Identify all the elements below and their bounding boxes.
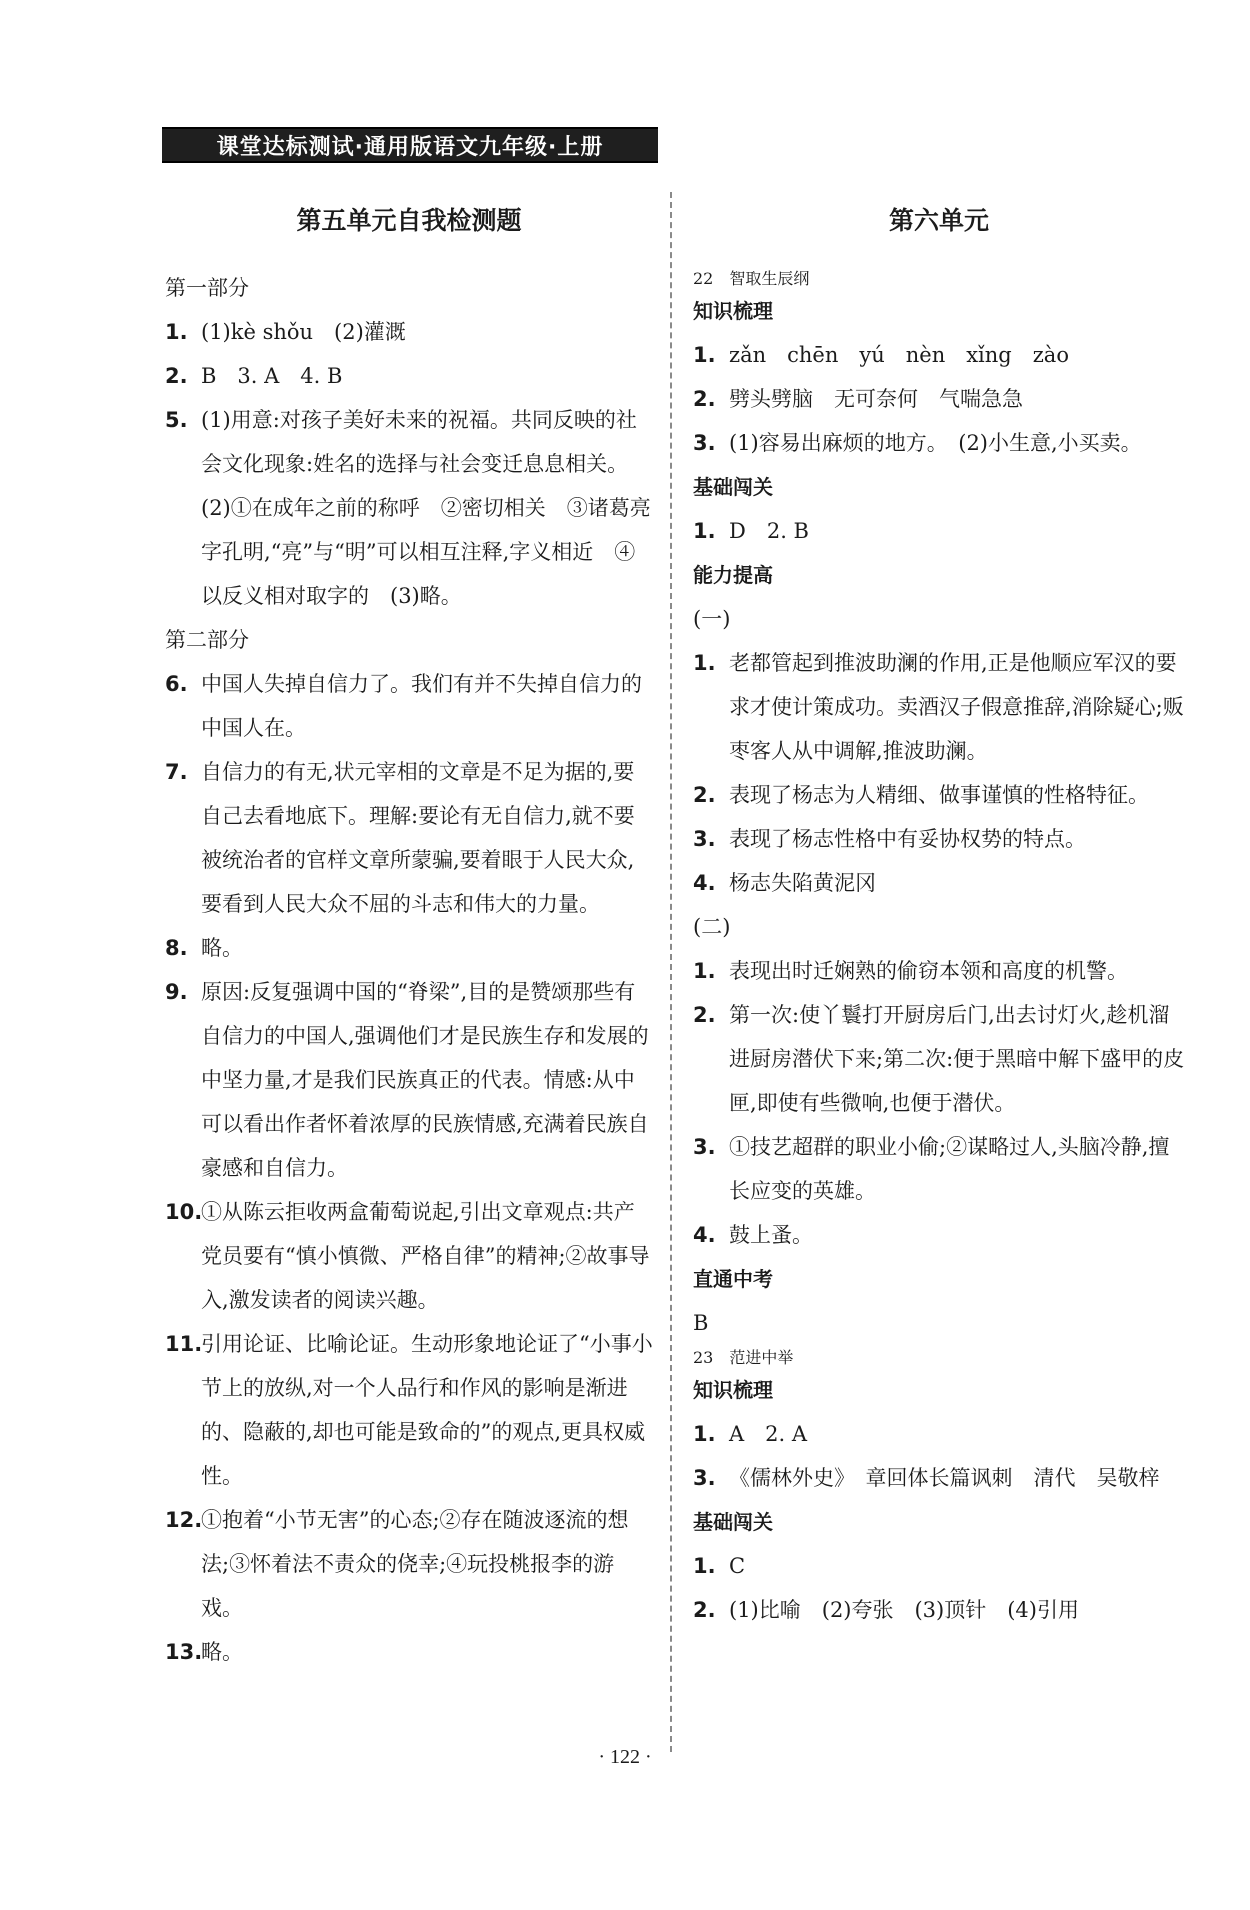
answer-number: 2. <box>693 1003 716 1027</box>
answer-number: 1. <box>693 959 716 983</box>
answer-text: B 3. A 4. B <box>201 364 343 388</box>
answer-text: 自信力的有无,状元宰相的文章是不足为据的,要自己去看地底下。理解:要论有无自信力,就不要被统治者的官样文章所蒙骗,要着眼于人民大众,要看到人民大众不屈的斗志和伟大的力量。 <box>201 760 635 916</box>
answer-item <box>693 509 1185 553</box>
answer-number: 9. <box>165 980 188 1004</box>
section-heading: 基础闯关 <box>693 1510 773 1534</box>
answer-number: 4. <box>693 871 716 895</box>
answer-item <box>693 993 1185 1125</box>
header-band <box>162 127 658 163</box>
answer-number: 7. <box>165 760 188 784</box>
answer-text: D 2. B <box>729 519 809 543</box>
answer-text: 《儒林外史》 章回体长篇讽刺 清代 吴敬梓 <box>729 1466 1160 1490</box>
answer-text: C <box>729 1554 746 1578</box>
answer-text: 表现了杨志为人精细、做事谨慎的性格特征。 <box>729 783 1149 807</box>
plain-line: (一) <box>693 607 731 631</box>
answer-text: 劈头劈脑 无可奈何 气喘急急 <box>729 387 1023 411</box>
unit-six-title: 第六单元 <box>888 206 989 235</box>
plain-line: (二) <box>693 915 731 939</box>
plain-line: B <box>693 1311 709 1335</box>
answer-number: 11. <box>165 1332 203 1356</box>
answer-number: 1. <box>693 343 716 367</box>
answer-item <box>165 970 653 1190</box>
answer-text: zǎn chēn yú nèn xǐng zào <box>729 343 1069 367</box>
answer-item <box>693 949 1185 993</box>
answer-item <box>165 1322 653 1498</box>
answer-item <box>693 421 1185 465</box>
left-column <box>165 190 653 1674</box>
answer-item <box>693 1412 1185 1456</box>
answer-number: 3. <box>693 1466 716 1490</box>
answer-item <box>693 1588 1185 1632</box>
answer-number: 2. <box>165 364 188 388</box>
answer-number: 3. <box>693 827 716 851</box>
answer-number: 12. <box>165 1508 203 1532</box>
right-answers <box>693 266 1185 1632</box>
answer-item <box>693 1125 1185 1213</box>
unit-five-title: 第五单元自我检测题 <box>296 206 522 235</box>
answer-item <box>693 861 1185 905</box>
answer-text: 第一次:使丫鬟打开厨房后门,出去讨灯火,趁机溜进厨房潜伏下来;第二次:便于黑暗中解下盛甲的皮匣,即使有些微响,也便于潜伏。 <box>729 1003 1185 1115</box>
section-heading: 基础闯关 <box>693 475 773 499</box>
answer-text: 杨志失陷黄泥冈 <box>729 871 876 895</box>
answer-number: 13. <box>165 1640 203 1664</box>
answer-text: ①从陈云拒收两盒葡萄说起,引出文章观点:共产党员要有“慎小慎微、严格自律”的精神;②故事导入,激发读者的阅读兴趣。 <box>201 1200 650 1312</box>
answer-item <box>165 750 653 926</box>
section-heading: 知识梳理 <box>693 299 773 323</box>
answer-text: (1)比喻 (2)夸张 (3)顶针 (4)引用 <box>729 1598 1079 1622</box>
answer-text: ①技艺超群的职业小偷;②谋略过人,头脑冷静,擅长应变的英雄。 <box>729 1135 1170 1203</box>
answer-item <box>693 1544 1185 1588</box>
answer-text: 表现了杨志性格中有妥协权势的特点。 <box>729 827 1086 851</box>
answer-text: ①抱着“小节无害”的心态;②存在随波逐流的想法;③怀着法不责众的侥幸;④玩投桃报李的游戏。 <box>201 1508 629 1620</box>
answer-number: 2. <box>693 1598 716 1622</box>
section-heading: 知识梳理 <box>693 1378 773 1402</box>
answer-number: 8. <box>165 936 188 960</box>
answer-item <box>165 1190 653 1322</box>
answer-number: 4. <box>693 1223 716 1247</box>
lesson-title: 23 范进中举 <box>693 1348 794 1367</box>
answer-text: (1)用意:对孩子美好未来的祝福。共同反映的社会文化现象:姓名的选择与社会变迁息息相关。 (2)①在成年之前的称呼 ②密切相关 ③诸葛亮字孔明,“亮”与“明”可以相互注释,字义相近 ④以反义相对取字的 (3)略。 <box>201 408 651 608</box>
answer-item <box>693 1456 1185 1500</box>
lesson-title: 22 智取生辰纲 <box>693 269 810 288</box>
left-answers <box>165 266 653 1674</box>
right-column <box>693 190 1185 1632</box>
answer-item <box>165 310 653 354</box>
page-number: · 122 · <box>598 1746 652 1768</box>
answer-text: (1)kè shǒu (2)灌溉 <box>201 320 406 344</box>
answer-number: 10. <box>165 1200 203 1224</box>
answer-text: 表现出时迁娴熟的偷窃本领和高度的机警。 <box>729 959 1128 983</box>
answer-item <box>693 773 1185 817</box>
answer-text: 引用论证、比喻论证。生动形象地论证了“小事小节上的放纵,对一个人品行和作风的影响是渐进的、隐蔽的,却也可能是致命的”的观点,更具权威性。 <box>201 1332 653 1488</box>
answer-item <box>693 641 1185 773</box>
answer-number: 3. <box>693 1135 716 1159</box>
answer-text: 鼓上蚤。 <box>729 1223 813 1247</box>
part-heading: 第二部分 <box>165 628 249 652</box>
answer-text: 原因:反复强调中国的“脊梁”,目的是赞颂那些有自信力的中国人,强调他们才是民族生存和发展的中坚力量,才是我们民族真正的代表。情感:从中可以看出作者怀着浓厚的民族情感,充满着民族自豪感和自信力。 <box>201 980 649 1180</box>
answer-text: (1)容易出麻烦的地方。 (2)小生意,小买卖。 <box>729 431 1142 455</box>
answer-number: 6. <box>165 672 188 696</box>
answer-item <box>693 1213 1185 1257</box>
answer-item <box>165 354 653 398</box>
answer-text: 略。 <box>201 1640 243 1664</box>
part-heading: 第一部分 <box>165 276 249 300</box>
answer-text: A 2. A <box>729 1422 808 1446</box>
answer-number: 1. <box>693 1422 716 1446</box>
answer-number: 2. <box>693 783 716 807</box>
answer-number: 2. <box>693 387 716 411</box>
column-divider <box>670 192 672 1752</box>
answer-number: 1. <box>693 651 716 675</box>
answer-item <box>165 1498 653 1630</box>
answer-text: 中国人失掉自信力了。我们有并不失掉自信力的中国人在。 <box>201 672 642 740</box>
answer-text: 略。 <box>201 936 243 960</box>
section-heading: 直通中考 <box>693 1267 773 1291</box>
answer-text: 老都管起到推波助澜的作用,正是他顺应军汉的要求才使计策成功。卖酒汉子假意推辞,消除疑心;贩枣客人从中调解,推波助澜。 <box>729 651 1184 763</box>
answer-number: 3. <box>693 431 716 455</box>
answer-item <box>693 817 1185 861</box>
answer-item <box>693 377 1185 421</box>
header-title: 课堂达标测试·通用版语文九年级·上册 <box>216 134 604 160</box>
answer-number: 1. <box>165 320 188 344</box>
answer-number: 1. <box>693 1554 716 1578</box>
answer-item <box>165 662 653 750</box>
answer-number: 5. <box>165 408 188 432</box>
section-heading: 能力提高 <box>693 563 773 587</box>
answer-item <box>693 333 1185 377</box>
answer-item <box>165 1630 653 1674</box>
answer-item <box>165 926 653 970</box>
answer-number: 1. <box>693 519 716 543</box>
answer-item <box>165 398 653 618</box>
